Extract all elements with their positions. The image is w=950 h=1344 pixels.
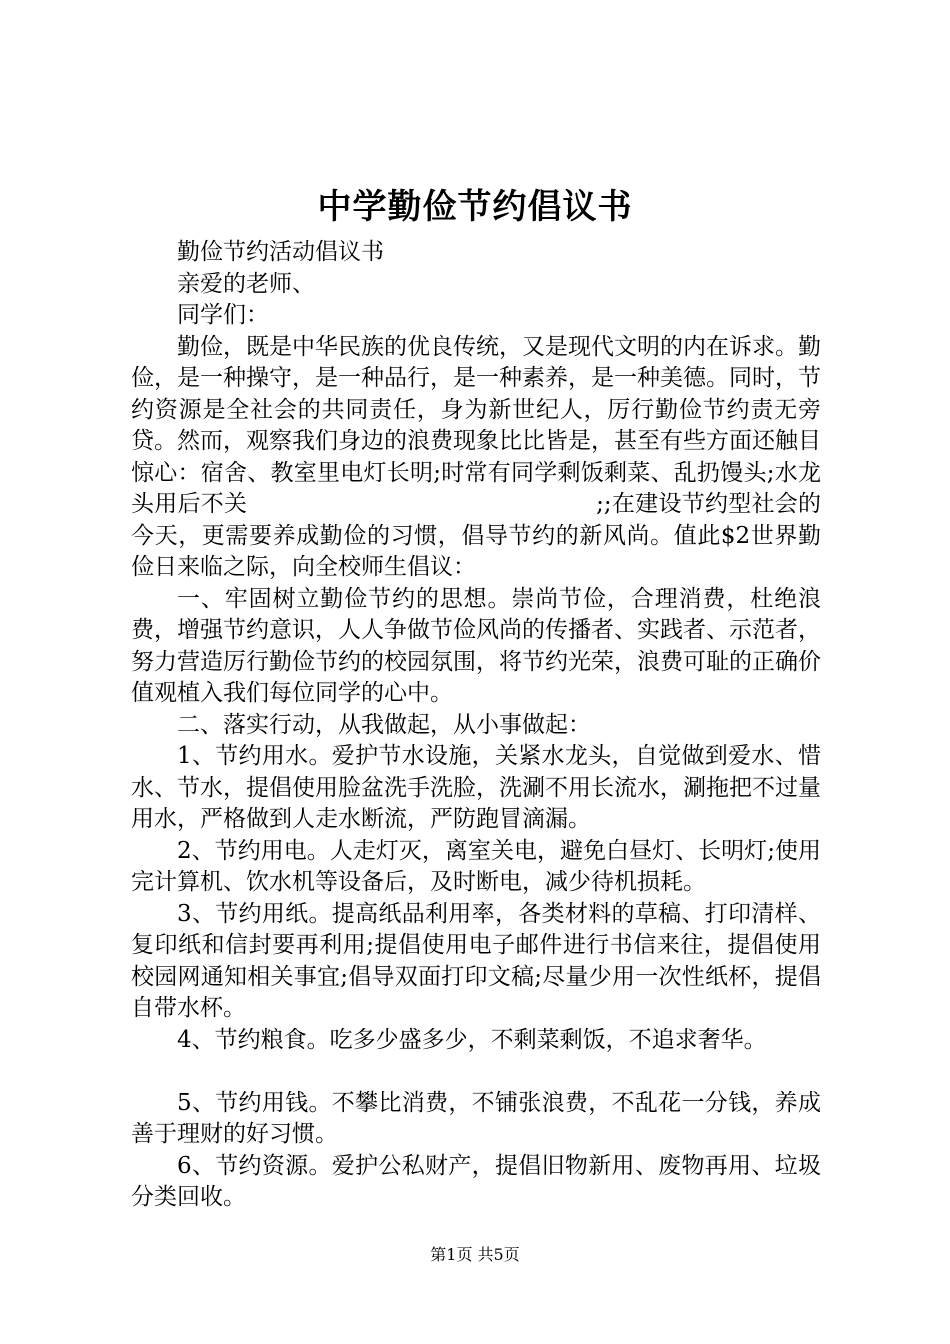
paragraph-electricity: 2、节约用电。人走灯灭，离室关电，避免白昼灯、长明灯;使用完计算机、饮水机等设备后，及时断电，减少待机损耗。 [131, 837, 821, 895]
paragraph-salutation-2: 同学们： [177, 302, 269, 328]
document-title: 中学勤俭节约倡议书 [317, 187, 633, 227]
paragraph-paper: 3、节约用纸。提高纸品利用率，各类材料的草稿、打印清样、复印纸和信封要再利用;提倡使用电子邮件进行书信来往，提倡使用校园网通知相关事宜;倡导双面打印文稿;尽量少用一次性纸杯，提倡自带水杯。 [131, 900, 821, 1021]
paragraph-heading: 勤俭节约活动倡议书 [177, 239, 384, 265]
document-body [131, 237, 821, 1214]
paragraph-resources: 6、节约资源。爱护公私财产，提倡旧物新用、废物再用、垃圾分类回收。 [131, 1152, 821, 1210]
paragraph-food: 4、节约粮食。吃多少盛多少，不剩菜剩饭，不追求奢华。 [177, 1026, 767, 1053]
paragraph-salutation: 亲爱的老师、 [177, 270, 315, 297]
paragraph-money: 5、节约用钱。不攀比消费，不铺张浪费，不乱花一分钱，养成善于理财的好习惯。 [131, 1089, 821, 1147]
paragraph-point-1: 一、牢固树立勤俭节约的思想。崇尚节俭，合理消费，杜绝浪费，增强节约意识，人人争做节俭风尚的传播者、实践者、示范者，努力营造厉行勤俭节约的校园氛围，将节约光荣，浪费可耻的正确价值观植入我们每位同学的心中。 [131, 585, 821, 706]
paragraph-point-2: 二、落实行动，从我做起，从小事做起： [177, 711, 591, 738]
page-number: 第1页 共5页 [430, 1245, 520, 1264]
paragraph-intro: 勤俭，既是中华民族的优良传统，又是现代文明的内在诉求。勤俭，是一种操守，是一种品行，是一种素养，是一种美德。同时，节约资源是全社会的共同责任，身为新世纪人，厉行勤俭节约责无旁贷。然而，观察我们身边的浪费现象比比皆是，甚至有些方面还触目惊心：宿舍、教室里电灯长明;时常有同学剩饭剩菜、乱扔馒头;水龙头用后不关 ;;在建设节约型社会的今天，更需要养成勤俭的习惯，倡导节约的新风尚。值此$2世界勤俭日来临之际，向全校师生倡议： [131, 333, 821, 580]
paragraph-water: 1、节约用水。爱护节水设施，关紧水龙头，自觉做到爱水、惜水、节水，提倡使用脸盆洗手洗脸，洗涮不用长流水，涮拖把不过量用水，严格做到人走水断流，严防跑冒滴漏。 [131, 743, 821, 832]
